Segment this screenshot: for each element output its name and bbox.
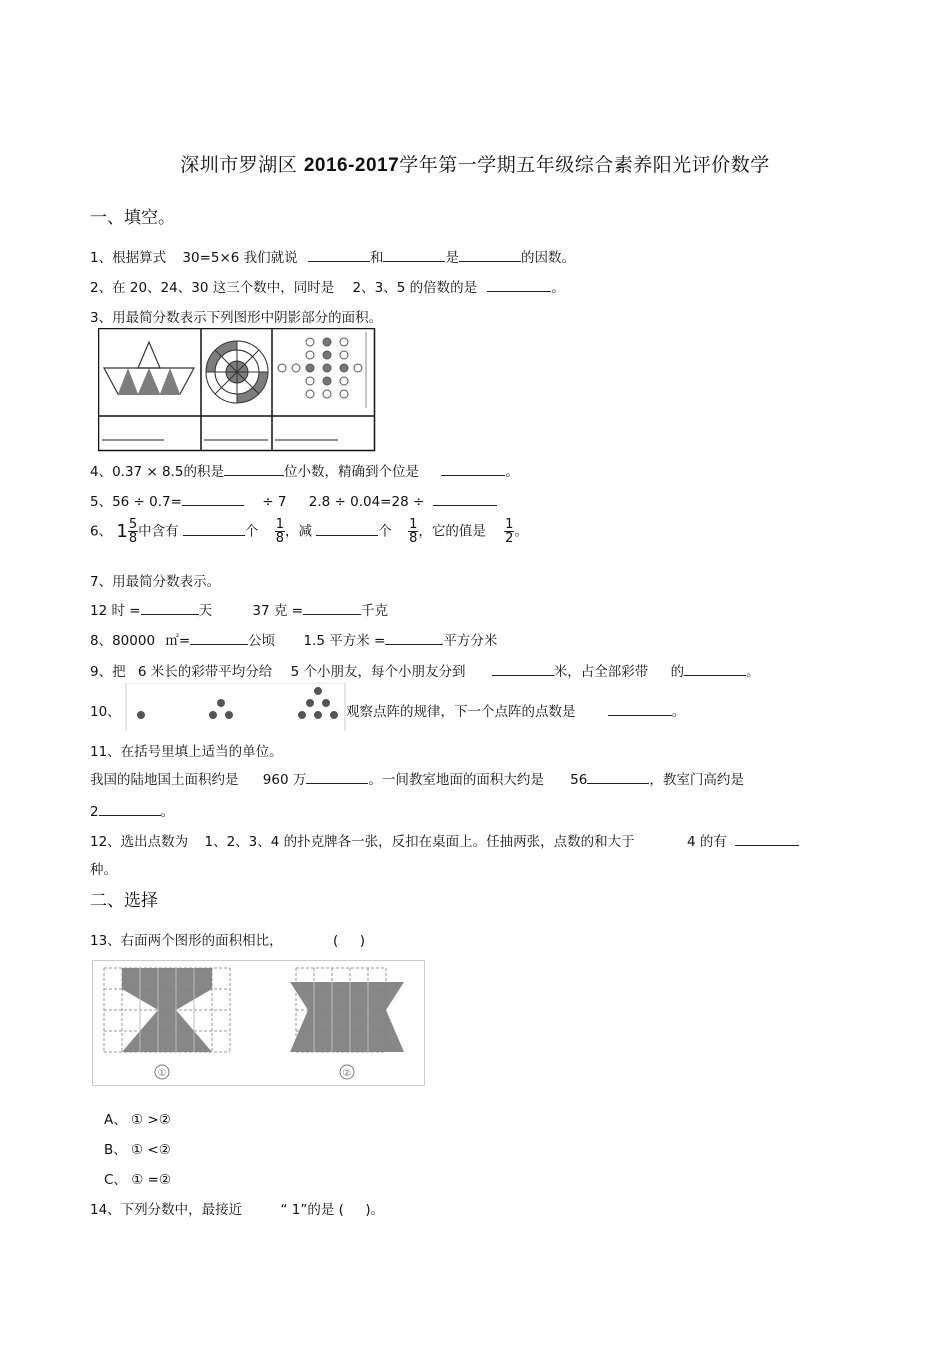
- q14-one: “ 1”: [280, 1202, 308, 1218]
- q1-blank-2[interactable]: [383, 247, 445, 262]
- figure-2: [290, 968, 404, 1079]
- q11-text: 我国的陆地国土面积约是: [90, 772, 239, 788]
- q8-blank-1[interactable]: [190, 630, 248, 645]
- q1-formula: 30=5×6: [182, 250, 240, 266]
- q8-sqm: 1.5 平方米 =: [303, 633, 386, 649]
- q13-text: 13、右面两个图形的面积相比，: [90, 933, 283, 949]
- q2-text: 2、在: [90, 280, 126, 296]
- q11-end: 。: [160, 804, 175, 820]
- q8-sqdm: 平方分米: [443, 633, 498, 649]
- question-12: [90, 830, 799, 850]
- q6-text: 中含有: [138, 523, 179, 540]
- q6-whole: 1: [116, 521, 128, 542]
- q5-formula: 5、56 ÷ 0.7=: [90, 494, 182, 510]
- q11-text3: ，教室门高约是: [649, 772, 744, 788]
- option-b[interactable]: B、 ① <②: [104, 1142, 171, 1158]
- q7-blank-2[interactable]: [303, 600, 361, 615]
- q8-eq: =: [178, 633, 191, 649]
- q2-text3: 2、3、5 的倍数的是: [352, 280, 478, 296]
- q1-blank-1[interactable]: [308, 247, 370, 262]
- q6-value: ，它的值是: [418, 523, 486, 540]
- q11-value2: 56: [570, 772, 588, 788]
- q7-day: 天: [198, 603, 213, 619]
- question-4: [90, 460, 519, 480]
- question-2: [90, 276, 565, 296]
- q8-unit: ㎡: [165, 633, 179, 649]
- figure-2-label: ②: [342, 1068, 352, 1079]
- q14-end[interactable]: 的是 ( )。: [307, 1202, 385, 1218]
- q2-blank[interactable]: [487, 277, 551, 292]
- question-13: [90, 929, 365, 949]
- q10-blank[interactable]: [608, 701, 672, 716]
- q12-text: 12、选出点数为: [90, 834, 189, 850]
- title-year: 2016-2017: [303, 155, 400, 176]
- q9-blank-2[interactable]: [684, 661, 746, 676]
- q10-end: 。: [671, 704, 686, 720]
- q6-fraction-3: $\frac{1}{8}$: [409, 517, 418, 546]
- section-fill-heading: 一、填空。: [90, 208, 175, 228]
- question-11-items: [90, 768, 744, 788]
- q6-label: 6、: [90, 523, 113, 540]
- q14-text: 14、下列分数中，最接近: [90, 1202, 243, 1218]
- figure-wheel: [206, 341, 268, 403]
- q6-fraction-1: $\frac{5}{8}$: [128, 517, 138, 546]
- q1-text: 1、根据算式: [90, 250, 167, 266]
- question-11-items-2: [90, 800, 174, 820]
- q11-blank-2[interactable]: [587, 769, 649, 784]
- q9-text: 9、把: [90, 664, 126, 680]
- q5-blank-2[interactable]: [433, 491, 497, 506]
- q6-ge2: 个: [378, 523, 392, 540]
- figure-trapezoid: [104, 342, 194, 394]
- q1-end: 的因数。: [520, 250, 575, 266]
- q7-grams: 37 克 =: [252, 603, 303, 619]
- q8-blank-2[interactable]: [385, 630, 443, 645]
- q1-blank-3[interactable]: [459, 247, 521, 262]
- q9-text3: 5 个小朋友，每个小朋友分到: [290, 664, 466, 680]
- title-region: 深圳市罗湖区: [180, 154, 298, 176]
- option-a[interactable]: A、 ① >②: [104, 1112, 171, 1128]
- question-14: [90, 1198, 384, 1218]
- q5-formula2: 2.8 ÷ 0.04=28 ÷: [308, 494, 425, 510]
- q6-end: 。: [514, 523, 528, 540]
- q11-blank-1[interactable]: [306, 769, 368, 784]
- q4-blank-1[interactable]: [224, 461, 284, 476]
- q9-blank-1[interactable]: [492, 661, 554, 676]
- figure-dots: [278, 332, 366, 408]
- q12-text3: 4 的有: [686, 834, 727, 850]
- q12-text2: 1、2、3、4 的扑克牌各一张，反扣在桌面上。任抽两张，点数的和大于: [204, 834, 635, 850]
- question-11: 11、在括号里填上适当的单位。: [90, 744, 283, 760]
- q4-text2: 位小数，精确到个位是: [284, 464, 420, 480]
- q9-text2: 6 米长的彩带平均分给: [137, 664, 273, 680]
- shaded-figures-table: [98, 328, 378, 452]
- q7-kg: 千克: [360, 603, 388, 619]
- q6-minus: ，减: [285, 523, 312, 540]
- option-c[interactable]: C、 ① =②: [104, 1172, 172, 1188]
- question-5: [90, 490, 497, 510]
- question-8: [90, 629, 497, 649]
- q7-hours: 12 时 =: [90, 603, 141, 619]
- title-subject: 学年第一学期五年级综合素养阳光评价数学: [399, 154, 770, 176]
- figure-1: [104, 968, 230, 1079]
- question-9: [90, 660, 760, 680]
- question-12-end: 种。: [90, 862, 117, 878]
- q5-divisor: ÷ 7: [262, 494, 287, 510]
- q2-text2: 20、24、30 这三个数中，同时是: [129, 280, 335, 296]
- q9-end: 。: [746, 664, 760, 680]
- question-7-items: [90, 599, 388, 619]
- q1-text2: 我们就说: [243, 250, 298, 266]
- q4-formula: 4、0.37 × 8.5: [90, 464, 184, 480]
- section-choice-heading: 二、选择: [90, 891, 158, 911]
- dot-pattern-figure: [125, 683, 347, 731]
- q9-of: 的: [670, 664, 685, 680]
- q6-fraction-2: $\frac{1}{8}$: [275, 517, 284, 546]
- question-1: [90, 246, 575, 266]
- q11-blank-3[interactable]: [99, 801, 161, 816]
- figure-1-label: ①: [157, 1068, 167, 1079]
- q4-blank-2[interactable]: [441, 461, 505, 476]
- page-title: [0, 150, 950, 177]
- q6-blank-2[interactable]: [316, 521, 378, 536]
- q6-fraction-4: $\frac{1}{2}$: [505, 517, 514, 546]
- q8-value: 8、80000: [90, 633, 156, 649]
- question-3: 3、用最简分数表示下列图形中阴影部分的面积。: [90, 310, 383, 326]
- q1-and: 和: [369, 250, 384, 266]
- q6-blank-1[interactable]: [183, 521, 245, 536]
- q4-text: 的积是: [183, 464, 225, 480]
- q7-blank-1[interactable]: [141, 600, 199, 615]
- q4-end: 。: [505, 464, 519, 480]
- q5-blank-1[interactable]: [182, 491, 244, 506]
- question-6: [90, 518, 528, 545]
- q11-text2: 。一间教室地面的面积大约是: [368, 772, 544, 788]
- q10-text: 观察点阵的规律，下一个点阵的点数是: [346, 704, 576, 720]
- q11-value1: 960 万: [262, 772, 307, 788]
- q8-hectare: 公顷: [248, 633, 276, 649]
- q11-value3: 2: [90, 804, 99, 820]
- question-10-label: 10、: [90, 704, 121, 720]
- q12-blank[interactable]: [735, 831, 799, 846]
- q1-is: 是: [445, 250, 459, 266]
- q13-answer-paren[interactable]: ( ): [332, 933, 365, 949]
- area-comparison-figure: [92, 960, 428, 1088]
- q2-end: 。: [551, 280, 565, 296]
- question-10: [346, 700, 685, 720]
- question-7: 7、用最简分数表示。: [90, 574, 221, 590]
- q9-text4: 米，占全部彩带: [553, 664, 649, 680]
- q6-ge: 个: [244, 523, 259, 540]
